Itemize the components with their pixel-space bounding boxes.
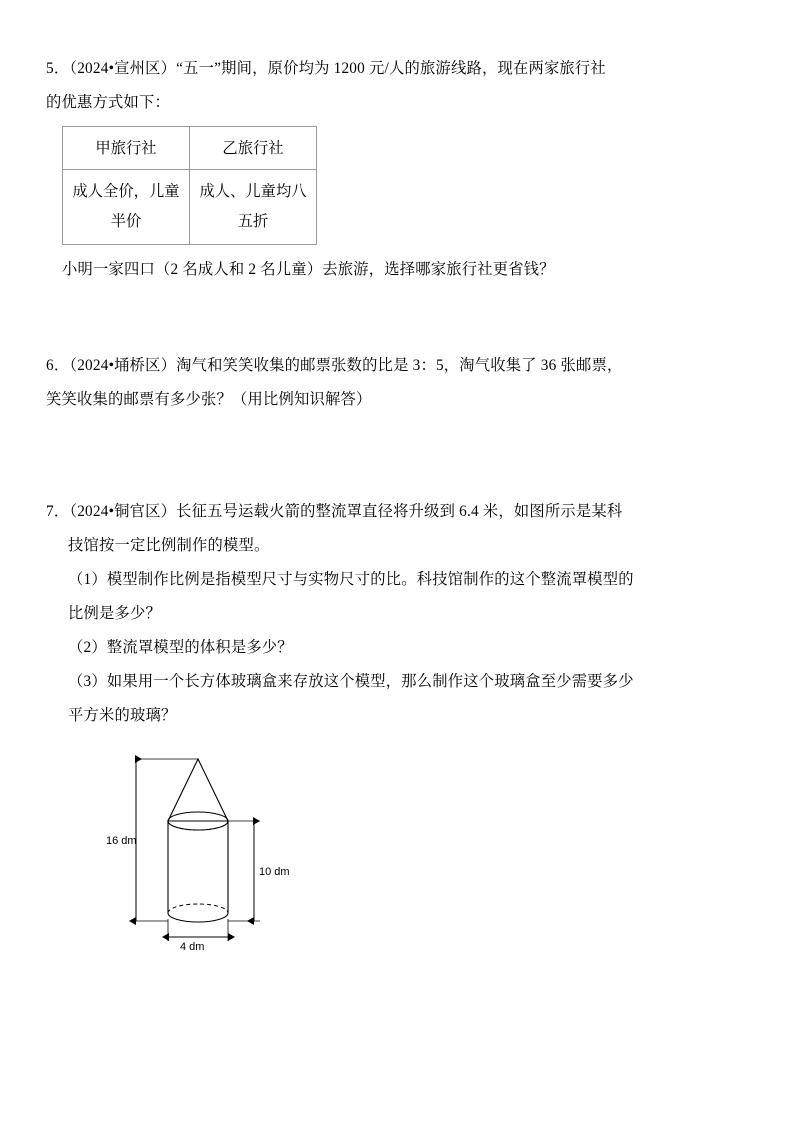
question-5 — [46, 52, 747, 287]
question-5-after-table: 小明一家四口（2 名成人和 2 名儿童）去旅游，选择哪家旅行社更省钱？ — [62, 261, 555, 278]
question-5-line-2: 的优惠方式如下： — [46, 94, 170, 111]
table-cell-agency-a-header: 甲旅行社 — [63, 127, 190, 170]
price-table — [62, 126, 317, 245]
question-6-line-1: 6．（2024•埇桥区）淘气和笑笑收集的邮票张数的比是 3：5，淘气收集了 36 张邮票， — [46, 357, 623, 374]
question-7-line-1: 7．（2024•铜官区）长征五号运载火箭的整流罩直径将升级到 6.4 米，如图所示是某科 — [46, 503, 623, 520]
question-7 — [46, 495, 747, 951]
agency-a-offer-line-1: 成人全价，儿童 — [72, 183, 180, 200]
question-5-line-1: 5．（2024•宣州区）“五一”期间，原价均为 1200 元/人的旅游线路，现在两家旅行社 — [46, 60, 606, 77]
table-cell-agency-a-offer — [63, 170, 190, 245]
label-diameter: 4 dm — [180, 941, 205, 951]
question-7-part-3-line-1: （3）如果用一个长方体玻璃盒来存放这个模型，那么制作这个玻璃盒至少需要多少 — [68, 673, 634, 690]
agency-b-offer-line-2: 五折 — [237, 213, 269, 230]
table-row — [63, 170, 317, 245]
label-cylinder-height: 10 dm — [259, 866, 290, 878]
table-row — [63, 127, 317, 170]
label-total-height: 16 dm — [106, 835, 137, 847]
question-7-part-1-line-2: 比例是多少？ — [68, 605, 161, 622]
table-cell-agency-b-header: 乙旅行社 — [190, 127, 317, 170]
cone-cylinder-diagram — [106, 751, 326, 951]
question-7-part-3-line-2: 平方米的玻璃？ — [68, 707, 177, 724]
agency-b-offer-line-1: 成人、儿童均八 — [199, 183, 307, 200]
spacer-after-q5 — [46, 287, 747, 349]
price-table-wrapper — [46, 126, 747, 245]
spacer-after-q6 — [46, 417, 747, 495]
table-cell-agency-b-offer — [190, 170, 317, 245]
question-6 — [46, 349, 747, 417]
question-7-part-1-line-1: （1）模型制作比例是指模型尺寸与实物尺寸的比。科技馆制作的这个整流罩模型的 — [68, 571, 634, 588]
agency-a-offer-line-2: 半价 — [110, 213, 142, 230]
question-7-figure — [46, 751, 747, 951]
question-6-line-2: 笑笑收集的邮票有多少张？（用比例知识解答） — [46, 391, 372, 408]
question-7-line-2: 技馆按一定比例制作的模型。 — [68, 537, 270, 554]
question-7-part-2: （2）整流罩模型的体积是多少？ — [68, 639, 293, 656]
